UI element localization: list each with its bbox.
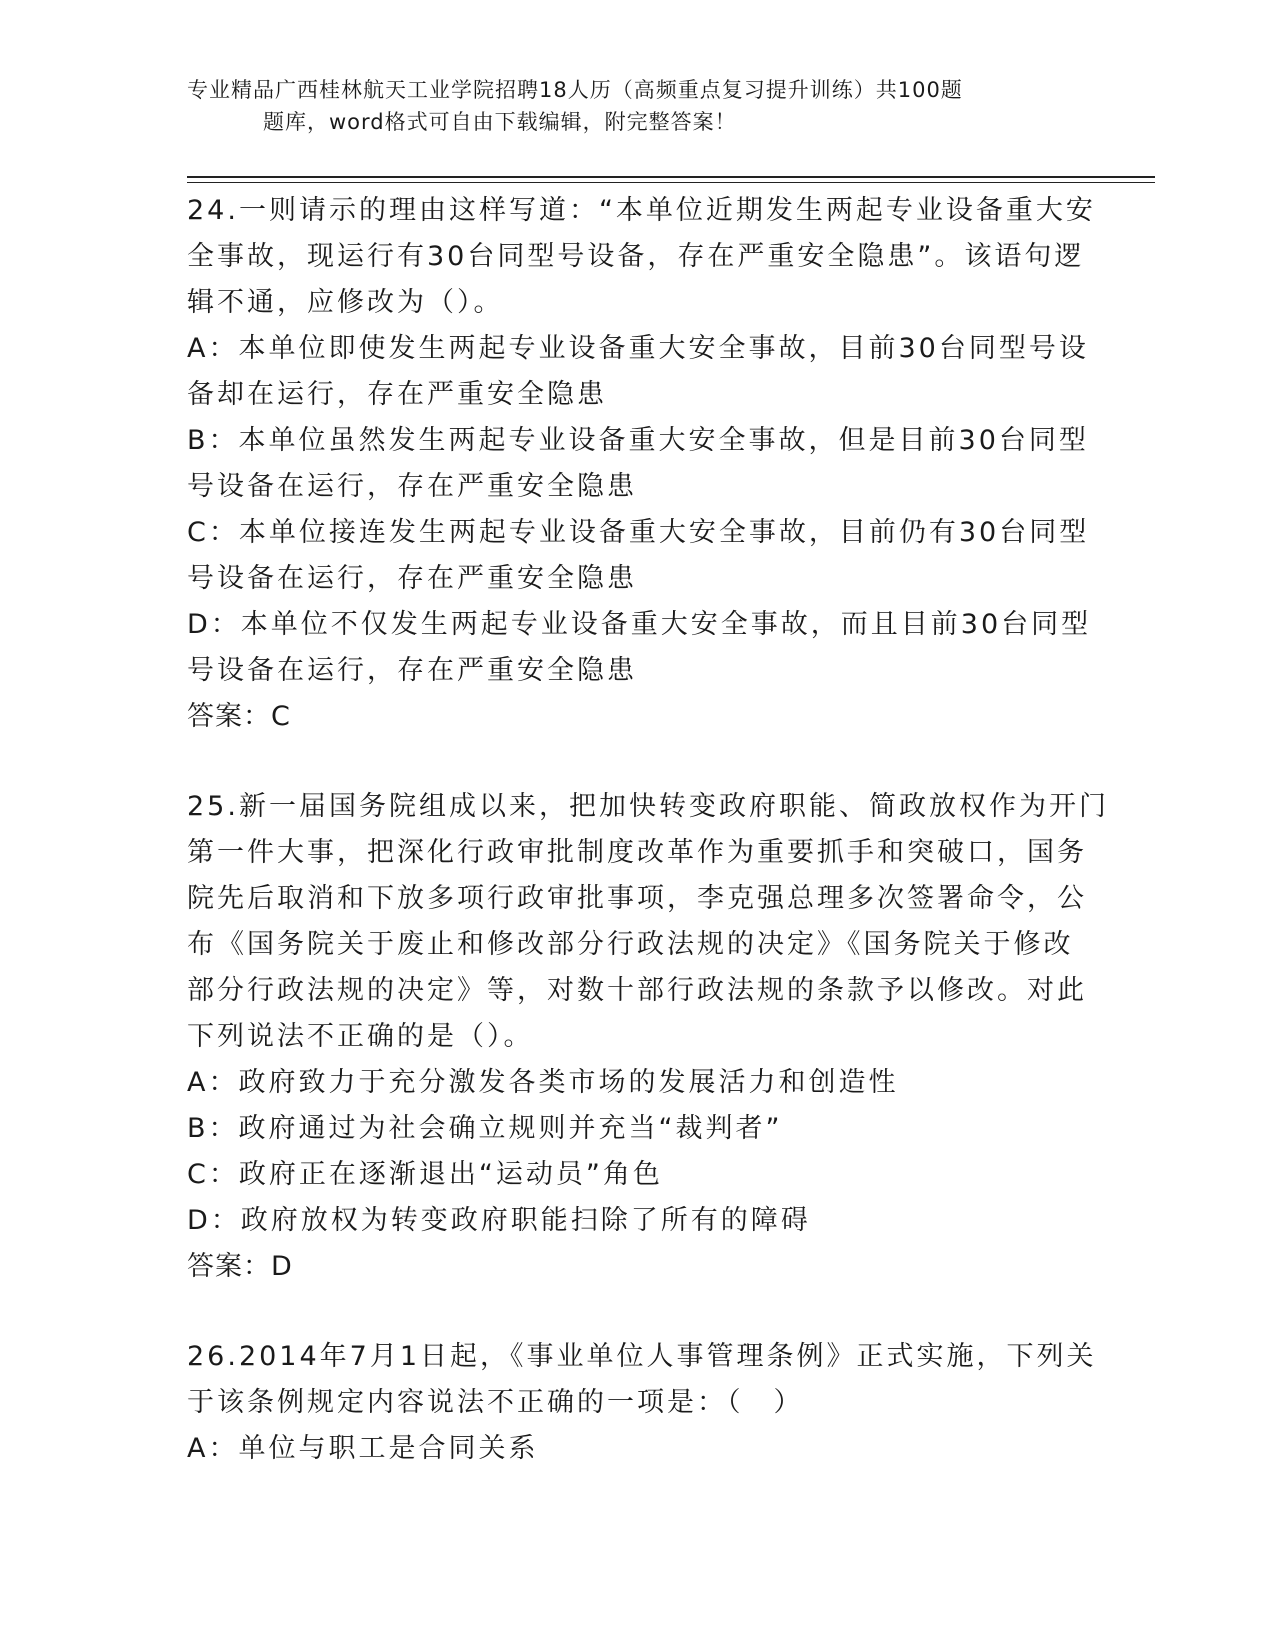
document-header bbox=[187, 74, 1087, 138]
question-list bbox=[187, 188, 1109, 1472]
question-stem-line: 辑不通，应修改为（）。 bbox=[187, 287, 504, 318]
header-rule-thick bbox=[187, 176, 1155, 178]
option-d bbox=[187, 602, 1092, 694]
question-stem-line: 25.新一届国务院组成以来，把加快转变政府职能、简政放权作为开门 bbox=[187, 791, 1109, 822]
option-line: D：本单位不仅发生两起专业设备重大安全事故，而且目前30台同型 bbox=[187, 609, 1092, 640]
option-b: B：政府通过为社会确立规则并充当“裁判者” bbox=[187, 1113, 783, 1144]
answer-text: 答案：D bbox=[187, 1251, 293, 1282]
header-title-line-1: 专业精品广西桂林航天工业学院招聘18人历（高频重点复习提升训练）共100题 bbox=[187, 78, 963, 102]
question-stem-line: 部分行政法规的决定》等，对数十部行政法规的条款予以修改。对此 bbox=[187, 975, 1087, 1006]
option-a bbox=[187, 326, 1087, 418]
option-b bbox=[187, 418, 1087, 510]
question-stem-line: 下列说法不正确的是（）。 bbox=[187, 1021, 534, 1052]
option-a: A：单位与职工是合同关系 bbox=[187, 1433, 539, 1464]
question-spacer bbox=[187, 740, 1087, 784]
question-26 bbox=[187, 1334, 1097, 1472]
question-stem-line: 布《国务院关于废止和修改部分行政法规的决定》《国务院关于修改 bbox=[187, 929, 1074, 960]
option-line: 号设备在运行，存在严重安全隐患 bbox=[187, 563, 637, 594]
question-spacer bbox=[187, 1290, 1087, 1334]
question-stem-line: 第一件大事，把深化行政审批制度改革作为重要抓手和突破口，国务 bbox=[187, 837, 1087, 868]
option-line: B：本单位虽然发生两起专业设备重大安全事故，但是目前30台同型 bbox=[187, 425, 1089, 456]
question-stem-line: 于该条例规定内容说法不正确的一项是：（ ） bbox=[187, 1387, 804, 1418]
option-a: A：政府致力于充分激发各类市场的发展活力和创造性 bbox=[187, 1067, 899, 1098]
option-line: A：本单位即使发生两起专业设备重大安全事故，目前30台同型号设 bbox=[187, 333, 1089, 364]
option-c: C：政府正在逐渐退出“运动员”角色 bbox=[187, 1159, 663, 1190]
option-d: D：政府放权为转变政府职能扫除了所有的障碍 bbox=[187, 1205, 811, 1236]
option-c bbox=[187, 510, 1090, 602]
question-stem-line: 26.2014年7月1日起，《事业单位人事管理条例》正式实施，下列关 bbox=[187, 1341, 1097, 1372]
header-title-line-2: 题库，word格式可自由下载编辑，附完整答案！ bbox=[263, 110, 737, 134]
option-line: 备却在运行，存在严重安全隐患 bbox=[187, 379, 607, 410]
question-stem-line: 全事故，现运行有30台同型号设备，存在严重安全隐患”。该语句逻 bbox=[187, 241, 1085, 272]
option-line: 号设备在运行，存在严重安全隐患 bbox=[187, 471, 637, 502]
question-stem-line: 院先后取消和下放多项行政审批事项，李克强总理多次签署命令，公 bbox=[187, 883, 1087, 914]
option-line: 号设备在运行，存在严重安全隐患 bbox=[187, 655, 637, 686]
question-24 bbox=[187, 188, 1096, 740]
option-line: C：本单位接连发生两起专业设备重大安全事故，目前仍有30台同型 bbox=[187, 517, 1090, 548]
question-stem-line: 24.一则请示的理由这样写道：“本单位近期发生两起专业设备重大安 bbox=[187, 195, 1096, 226]
question-25 bbox=[187, 784, 1109, 1290]
header-rule-thin bbox=[187, 182, 1155, 183]
answer-text: 答案：C bbox=[187, 701, 291, 732]
